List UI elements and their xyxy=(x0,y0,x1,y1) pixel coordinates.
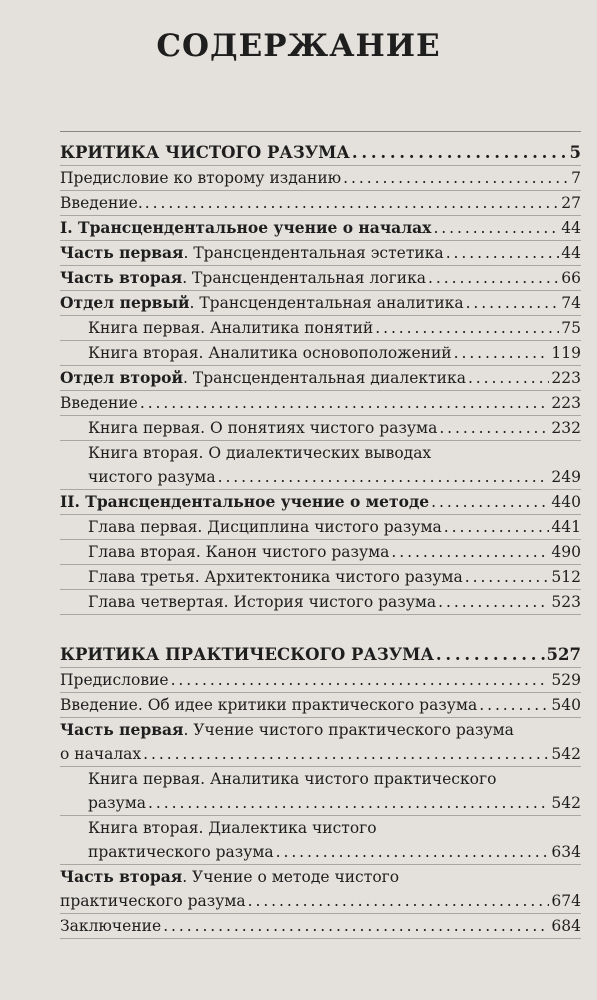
entry-bold-title: Часть вторая xyxy=(60,268,183,287)
toc-entry xyxy=(60,266,581,291)
dot-leader xyxy=(436,643,545,667)
dot-leader xyxy=(438,590,549,614)
toc-entry xyxy=(60,316,581,341)
toc-line xyxy=(60,791,581,816)
dot-leader xyxy=(466,291,560,315)
entry-title xyxy=(60,266,426,290)
toc-line xyxy=(60,316,581,341)
entry-title xyxy=(88,590,436,614)
page-number: 634 xyxy=(551,843,581,861)
page-number: 684 xyxy=(551,917,581,935)
entry-title-continued: практического разума xyxy=(88,843,274,861)
dot-leader xyxy=(433,216,559,240)
entry-title-text: Книга первая. О понятиях чистого разума xyxy=(88,419,438,437)
toc-line xyxy=(60,465,581,490)
page-number: 440 xyxy=(551,493,581,511)
entry-title xyxy=(88,416,437,440)
entry-title xyxy=(60,914,161,938)
entry-title-text: Предисловие xyxy=(60,671,169,689)
page-number: 66 xyxy=(561,269,581,287)
entry-title xyxy=(88,316,373,340)
toc-entry xyxy=(60,366,581,391)
toc-line xyxy=(60,515,581,540)
page-title: СОДЕРЖАНИЕ xyxy=(156,28,441,64)
section-gap xyxy=(60,615,581,643)
toc-line xyxy=(60,366,581,391)
dot-leader xyxy=(439,416,549,440)
toc-line xyxy=(60,914,581,939)
page-number: 223 xyxy=(551,369,581,387)
toc-entry xyxy=(60,216,581,241)
toc-entry xyxy=(60,914,581,939)
toc-line xyxy=(60,718,581,742)
entry-bold-title: Часть первая xyxy=(60,720,184,739)
toc-line xyxy=(60,590,581,615)
toc-entry xyxy=(60,391,581,416)
dot-leader xyxy=(343,166,569,190)
page-number: 542 xyxy=(551,745,581,763)
dot-leader xyxy=(145,191,559,215)
dot-leader xyxy=(276,840,550,864)
dot-leader xyxy=(391,540,549,564)
toc-entry xyxy=(60,291,581,316)
toc-line xyxy=(60,693,581,718)
toc-line xyxy=(60,266,581,291)
dot-leader xyxy=(352,141,568,165)
entry-bold-title: Отдел первый xyxy=(60,293,190,312)
toc-entry xyxy=(60,693,581,718)
toc-line xyxy=(60,141,581,166)
entry-title xyxy=(60,216,431,240)
entry-title-text: Глава четвертая. История чистого разума xyxy=(88,593,437,611)
toc-line xyxy=(60,341,581,366)
entry-title-text: . Учение чистого практического разума xyxy=(183,721,514,739)
entry-title xyxy=(60,643,434,667)
entry-title-text: Введение. Об идее критики практического разума xyxy=(60,696,478,714)
toc-line xyxy=(60,767,581,791)
entry-title-text: Книга вторая. Диалектика чистого xyxy=(88,819,377,837)
entry-bold-title: КРИТИКА ПРАКТИЧЕСКОГО РАЗУМА xyxy=(60,645,434,664)
toc-line xyxy=(60,840,581,865)
page-number: 529 xyxy=(551,671,581,689)
entry-title xyxy=(88,565,463,589)
dot-leader xyxy=(454,341,550,365)
entry-title-text: Глава третья. Архитектоника чистого разума xyxy=(88,568,463,586)
toc-entry xyxy=(60,816,581,865)
page-number: 119 xyxy=(551,344,581,362)
page-number: 5 xyxy=(569,143,581,162)
toc-line xyxy=(60,816,581,840)
part-heading xyxy=(60,643,581,668)
page-number: 490 xyxy=(551,543,581,561)
toc-line xyxy=(60,889,581,914)
entry-title xyxy=(88,816,377,840)
entry-title xyxy=(88,341,452,365)
page-number: 74 xyxy=(561,294,581,312)
toc-line xyxy=(60,865,581,889)
entry-title-text: Заключение xyxy=(60,917,162,935)
toc-line xyxy=(60,391,581,416)
entry-title-text: Книга вторая. О диалектических выводах xyxy=(88,444,432,462)
toc-line xyxy=(60,241,581,266)
toc-line xyxy=(60,565,581,590)
entry-title xyxy=(60,166,341,190)
entry-title-text: . Учение о методе чистого xyxy=(182,868,400,886)
entry-title-continued: о началах xyxy=(60,745,142,763)
top-divider xyxy=(60,131,581,132)
toc-entry xyxy=(60,166,581,191)
dot-leader xyxy=(140,391,550,415)
toc-entry xyxy=(60,565,581,590)
entry-title-continued: разума xyxy=(88,794,147,812)
toc-line xyxy=(60,668,581,693)
toc-entry xyxy=(60,191,581,216)
entry-bold-title: Часть первая xyxy=(60,243,184,262)
entry-title-text: Книга первая. Аналитика чистого практического xyxy=(88,770,497,788)
toc-entry xyxy=(60,341,581,366)
dot-leader xyxy=(143,742,549,766)
dot-leader xyxy=(468,366,549,390)
page-number: 441 xyxy=(551,518,581,536)
entry-title-text: . Трансцендентальная логика xyxy=(182,269,427,287)
entry-title xyxy=(60,865,399,889)
page-number: 75 xyxy=(561,319,581,337)
toc-line xyxy=(60,742,581,767)
dot-leader xyxy=(444,515,550,539)
toc-line xyxy=(60,490,581,515)
toc-entry xyxy=(60,441,581,490)
toc-entry xyxy=(60,416,581,441)
entry-title xyxy=(88,441,431,465)
dot-leader xyxy=(431,490,549,514)
toc-entry xyxy=(60,490,581,515)
page-number: 44 xyxy=(561,244,581,262)
toc-line xyxy=(60,191,581,216)
entry-bold-title: КРИТИКА ЧИСТОГО РАЗУМА xyxy=(60,143,350,162)
toc-entry xyxy=(60,590,581,615)
toc-entry xyxy=(60,668,581,693)
entry-title-text: . Трансцендентальная аналитика xyxy=(189,294,464,312)
page-number: 512 xyxy=(551,568,581,586)
dot-leader xyxy=(479,693,549,717)
dot-leader xyxy=(465,565,550,589)
entry-title-text: Предисловие ко второму изданию xyxy=(60,169,342,187)
toc-line xyxy=(60,291,581,316)
entry-title xyxy=(60,391,138,415)
entry-title-text: Глава вторая. Канон чистого разума xyxy=(88,543,390,561)
entry-title xyxy=(60,291,464,315)
toc-line xyxy=(60,166,581,191)
entry-title-text: Глава первая. Дисциплина чистого разума xyxy=(88,518,442,536)
toc-entry xyxy=(60,767,581,816)
entry-bold-title: Часть вторая xyxy=(60,867,183,886)
entry-title-text: Введение. xyxy=(60,194,143,212)
page-number: 27 xyxy=(561,194,581,212)
entry-bold-title: I. Трансцендентальное учение о началах xyxy=(60,218,432,237)
entry-title xyxy=(60,366,466,390)
dot-leader xyxy=(446,241,560,265)
part-heading xyxy=(60,141,581,166)
entry-title xyxy=(60,668,169,692)
page-number: 232 xyxy=(551,419,581,437)
page-number: 542 xyxy=(551,794,581,812)
entry-title xyxy=(88,767,496,791)
entry-title-continued: чистого разума xyxy=(88,468,216,486)
toc-entry xyxy=(60,540,581,565)
toc-line xyxy=(60,216,581,241)
dot-leader xyxy=(163,914,549,938)
toc-line xyxy=(60,416,581,441)
entry-bold-title: II. Трансцендентальное учение о методе xyxy=(60,492,430,511)
table-of-contents xyxy=(60,141,581,939)
dot-leader xyxy=(218,465,550,489)
entry-title xyxy=(60,718,514,742)
page-number: 523 xyxy=(551,593,581,611)
page-number: 540 xyxy=(551,696,581,714)
entry-title xyxy=(60,141,350,165)
dot-leader xyxy=(148,791,549,815)
toc-line xyxy=(60,441,581,465)
page-number: 44 xyxy=(561,219,581,237)
entry-title xyxy=(88,540,389,564)
toc-line xyxy=(60,643,581,668)
toc-entry xyxy=(60,241,581,266)
entry-title xyxy=(88,515,442,539)
toc-entry xyxy=(60,515,581,540)
dot-leader xyxy=(428,266,559,290)
page-number: 527 xyxy=(546,645,581,664)
entry-title xyxy=(60,241,444,265)
page-number: 223 xyxy=(551,394,581,412)
dot-leader xyxy=(375,316,559,340)
entry-title xyxy=(60,191,143,215)
page-number: 7 xyxy=(571,169,581,187)
toc-line xyxy=(60,540,581,565)
entry-title-text: . Трансцендентальная диалектика xyxy=(183,369,466,387)
entry-title-text: Книга первая. Аналитика понятий xyxy=(88,319,374,337)
entry-title xyxy=(60,693,477,717)
dot-leader xyxy=(171,668,550,692)
entry-title-text: . Трансцендентальная эстетика xyxy=(183,244,444,262)
dot-leader xyxy=(248,889,550,913)
toc-entry xyxy=(60,865,581,914)
entry-bold-title: Отдел второй xyxy=(60,368,184,387)
toc-entry xyxy=(60,718,581,767)
page-number: 249 xyxy=(551,468,581,486)
entry-title-text: Введение xyxy=(60,394,138,412)
entry-title-text: Книга вторая. Аналитика основоположений xyxy=(88,344,452,362)
entry-title-continued: практического разума xyxy=(60,892,246,910)
entry-title xyxy=(60,490,429,514)
page-number: 674 xyxy=(551,892,581,910)
